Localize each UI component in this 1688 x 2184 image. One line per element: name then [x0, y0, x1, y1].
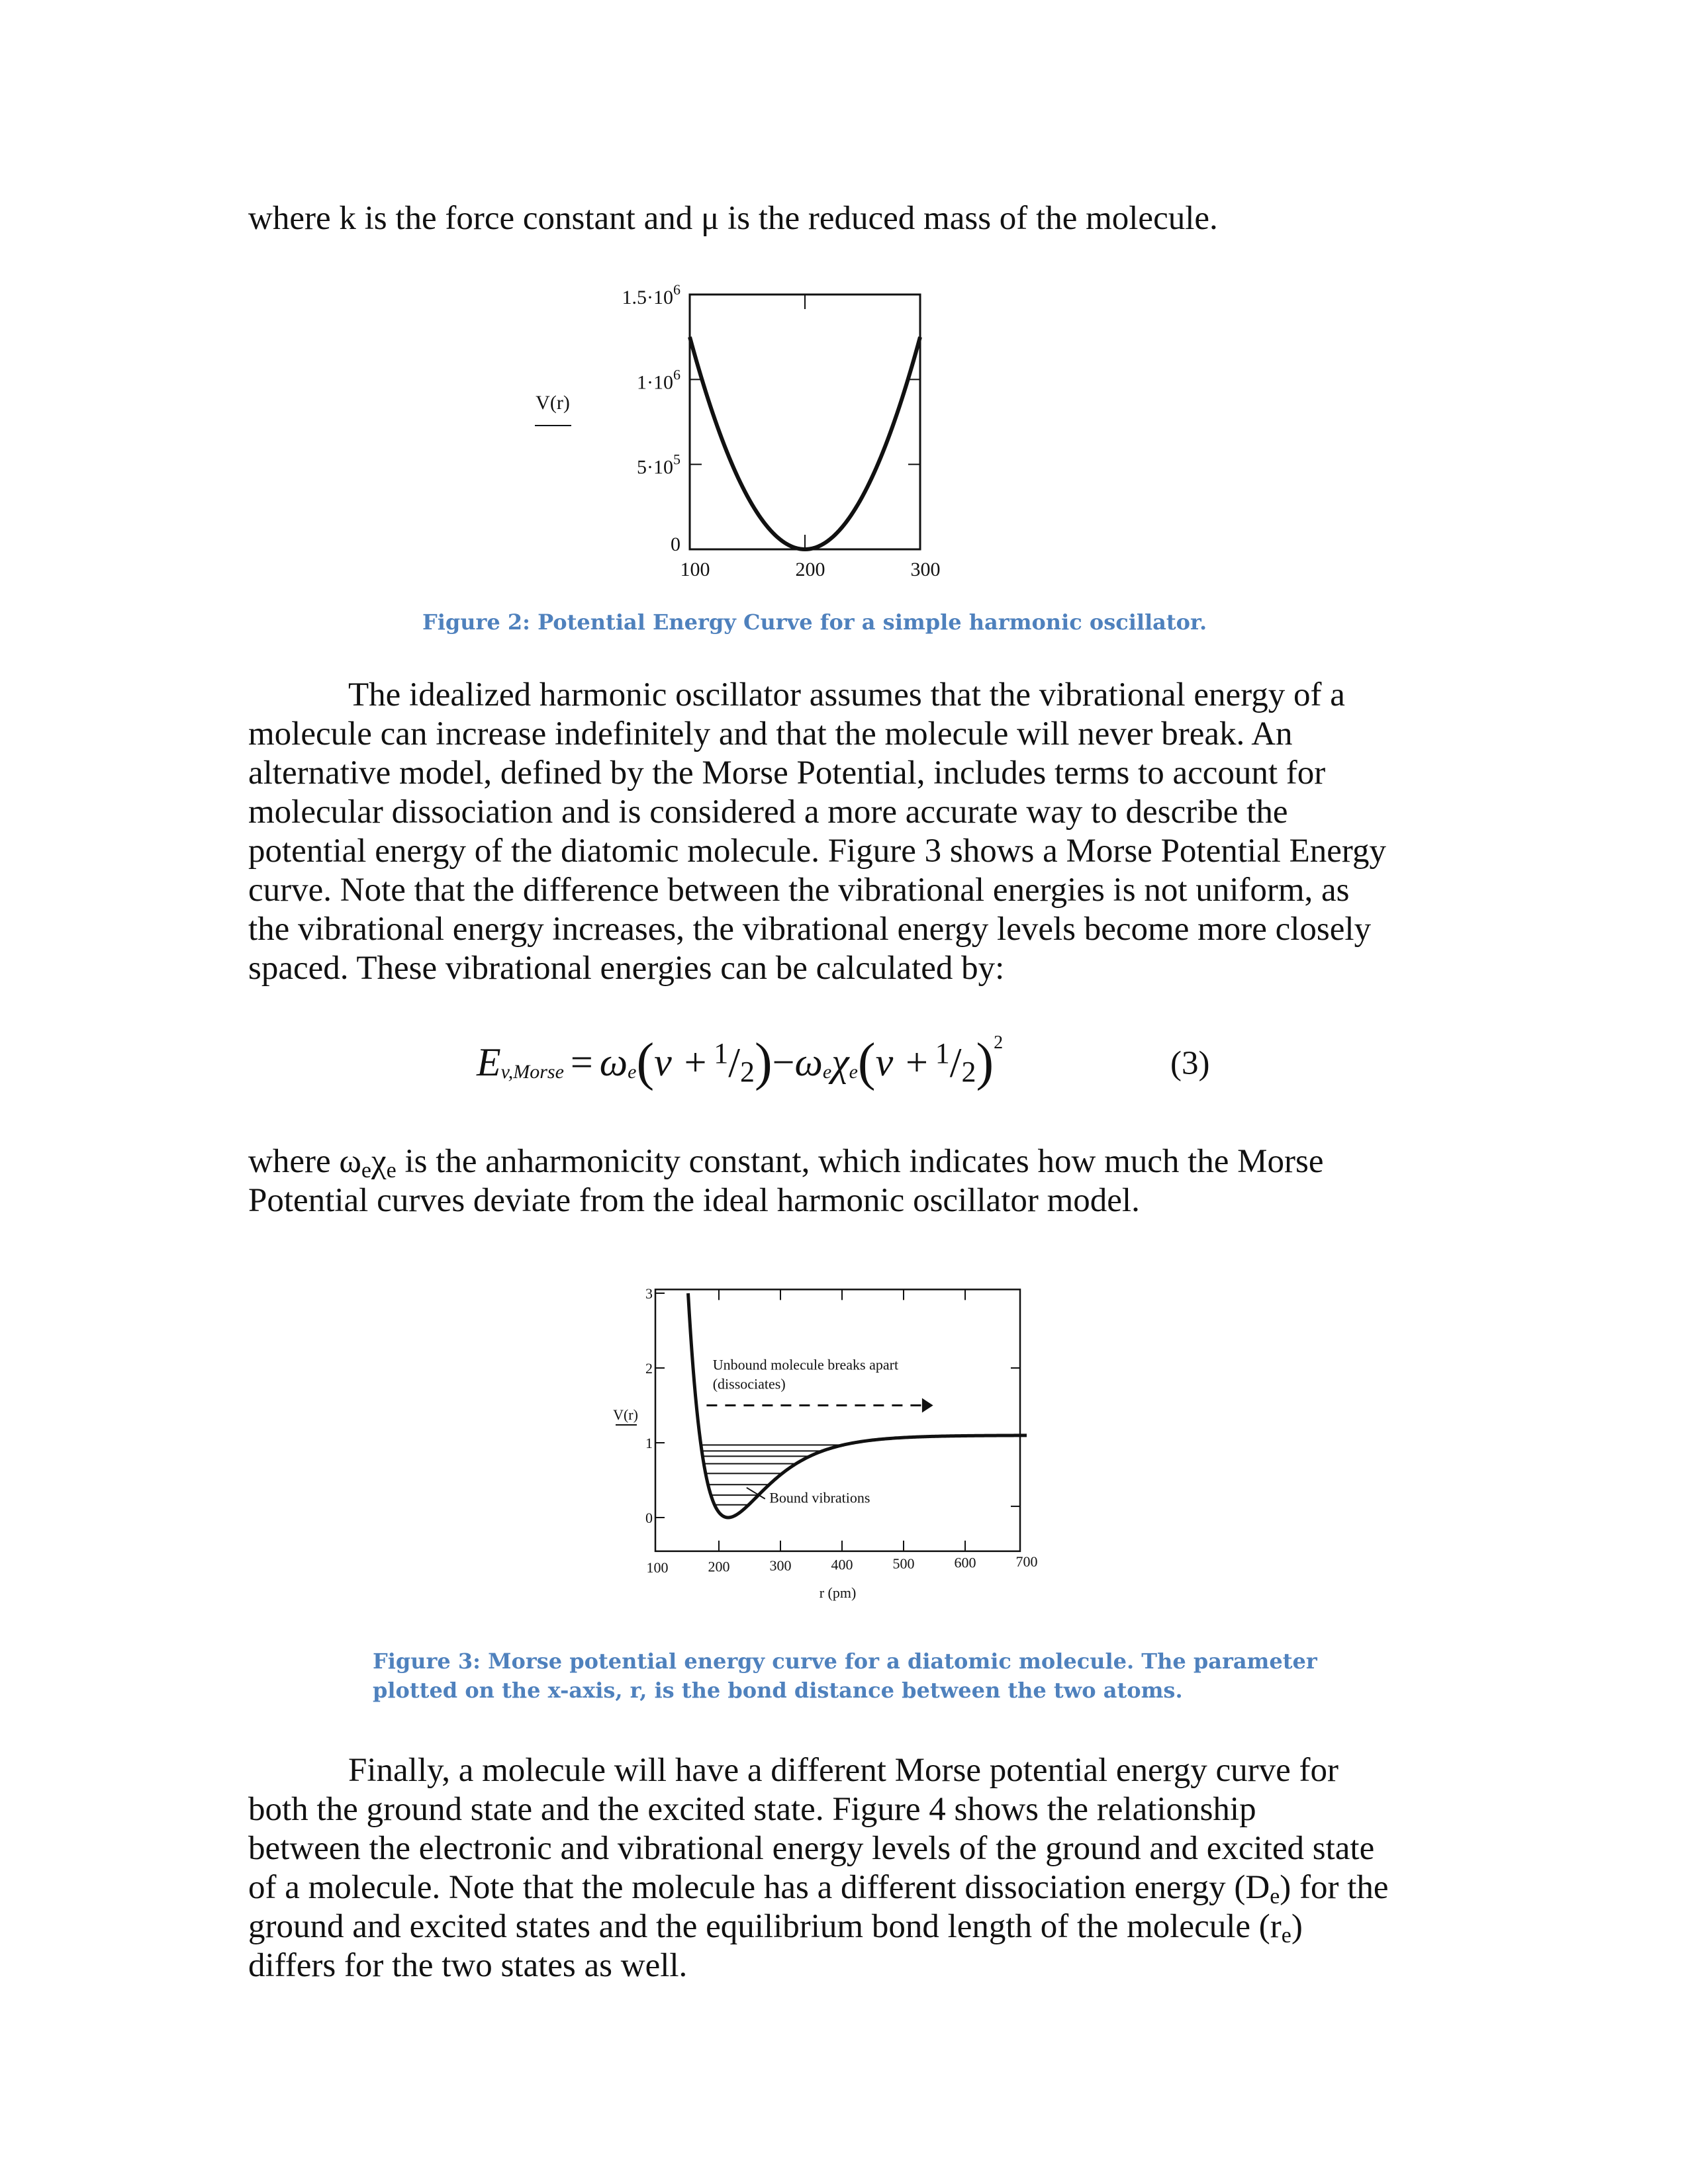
- text: χ: [371, 1143, 387, 1180]
- paragraph-line: alternative model, defined by the Morse Potential, includes terms to account for: [248, 754, 1326, 792]
- y-tick-label: 0: [671, 533, 680, 555]
- y-tick-label: 1: [645, 1435, 653, 1451]
- eq-power: 2: [994, 1032, 1004, 1053]
- arrowhead-icon: [922, 1398, 933, 1413]
- subscript: e: [386, 1158, 397, 1183]
- text: of a molecule. Note that the molecule has a different dissociation energy (D: [248, 1869, 1270, 1906]
- eq-minus: −: [772, 1040, 795, 1084]
- y-tick-label: $5\cdot 10^5$: [637, 451, 680, 478]
- figure-2-harmonic-chart: [516, 265, 980, 582]
- x-tick-label: 200: [795, 559, 825, 580]
- eq-paren: (: [636, 1033, 655, 1091]
- annotation-dissociates: (dissociates): [712, 1375, 786, 1392]
- paragraph-line: molecule can increase indefinitely and that the molecule will never break. An: [248, 715, 1293, 752]
- subscript: e: [1270, 1884, 1280, 1909]
- morse-equation: [477, 1032, 1003, 1093]
- y-tick-label: $1.5\cdot 10^6$: [622, 281, 680, 308]
- y-tick-label: $1\cdot 10^6$: [637, 366, 680, 394]
- annotation-bound-vibrations: Bound vibrations: [769, 1489, 870, 1506]
- eq-subscript: v,Morse: [500, 1060, 564, 1083]
- y-axis-label: V(r): [536, 392, 570, 414]
- figure-3-caption-line: Figure 3: Morse potential energy curve for a diatomic molecule. The parameter: [373, 1649, 1317, 1674]
- paragraph-line: Finally, a molecule will have a different Morse potential energy curve for: [348, 1752, 1338, 1789]
- text: ): [1291, 1908, 1303, 1945]
- subscript: e: [361, 1158, 371, 1183]
- plot-frame: [690, 295, 920, 549]
- paragraph-line: differs for the two states as well.: [248, 1947, 688, 1984]
- eq-paren: ): [755, 1033, 773, 1091]
- paragraph-line: molecular dissociation and is considered a more accurate way to describe the: [248, 794, 1288, 831]
- eq-paren: (: [857, 1033, 876, 1091]
- paragraph-line: [248, 1142, 1324, 1181]
- paragraph-line: spaced. These vibrational energies can be calculated by:: [248, 950, 1005, 987]
- eq-v-plus: v +: [654, 1040, 709, 1084]
- figure-3-morse-chart: [583, 1251, 1059, 1608]
- eq-one: 1: [714, 1037, 729, 1069]
- x-tick-label: 200: [708, 1558, 730, 1575]
- paragraph-line: curve. Note that the difference between the vibrational energies is not uniform, as: [248, 872, 1350, 909]
- equation-number: (3): [1170, 1045, 1210, 1082]
- eq-two: 2: [740, 1056, 755, 1088]
- x-tick-label: 100: [680, 559, 710, 580]
- annotation-unbound: Unbound molecule breaks apart: [712, 1356, 899, 1373]
- eq-equals: =: [570, 1040, 593, 1084]
- eq-v-plus: v +: [875, 1040, 930, 1084]
- figure-2-caption: Figure 2: Potential Energy Curve for a simple harmonic oscillator.: [422, 610, 1207, 635]
- eq-paren: ): [976, 1033, 994, 1091]
- eq-fraction-slash: /: [728, 1038, 740, 1086]
- eq-fraction-slash: /: [949, 1038, 962, 1086]
- x-tick-label: 400: [831, 1556, 853, 1573]
- x-tick-label: 100: [646, 1559, 669, 1576]
- eq-energy-symbol: E: [477, 1040, 501, 1084]
- eq-omega: ω: [599, 1040, 628, 1084]
- paragraph-line: potential energy of the diatomic molecule. Figure 3 shows a Morse Potential Energy: [248, 833, 1386, 870]
- eq-omega: ω: [794, 1040, 823, 1084]
- paragraph-line: The idealized harmonic oscillator assumes that the vibrational energy of a: [348, 676, 1345, 713]
- x-tick-label: 500: [892, 1555, 915, 1572]
- eq-chi: χ: [831, 1040, 849, 1084]
- text: where ω: [248, 1143, 361, 1180]
- paragraph-line: the vibrational energy increases, the vibrational energy levels become more closely: [248, 911, 1372, 948]
- eq-two: 2: [961, 1056, 976, 1088]
- y-tick-label: 3: [645, 1285, 653, 1302]
- y-tick-label: 2: [645, 1360, 653, 1377]
- subscript: e: [1281, 1923, 1291, 1948]
- eq-one: 1: [935, 1037, 950, 1069]
- x-tick-label: 300: [769, 1557, 792, 1574]
- intro-line: where k is the force constant and μ is the reduced mass of the molecule.: [248, 200, 1218, 237]
- x-tick-label: 300: [910, 559, 941, 580]
- plot-frame: [655, 1289, 1020, 1551]
- paragraph-line: [248, 1868, 1389, 1907]
- paragraph-line: between the electronic and vibrational energy levels of the ground and excited state: [248, 1830, 1375, 1867]
- y-tick-label: 0: [645, 1510, 653, 1526]
- paragraph-line: both the ground state and the excited state. Figure 4 shows the relationship: [248, 1791, 1256, 1828]
- eq-subscript: e: [849, 1060, 858, 1083]
- x-tick-label: 700: [1015, 1553, 1038, 1570]
- eq-subscript: e: [822, 1060, 832, 1083]
- x-tick-label: 600: [954, 1554, 976, 1571]
- paragraph-line: [248, 1907, 1303, 1946]
- text: ground and excited states and the equilibrium bond length of the molecule (r: [248, 1908, 1282, 1945]
- figure-3-caption-line: plotted on the x-axis, r, is the bond distance between the two atoms.: [373, 1678, 1183, 1703]
- eq-subscript: e: [628, 1060, 637, 1083]
- y-axis-label: V(r): [613, 1406, 638, 1423]
- series-line-v-r: [690, 337, 920, 549]
- paragraph-line: Potential curves deviate from the ideal harmonic oscillator model.: [248, 1182, 1140, 1219]
- text: is the anharmonicity constant, which indicates how much the Morse: [396, 1143, 1324, 1180]
- x-axis-label: r (pm): [819, 1584, 857, 1601]
- text: ) for the: [1280, 1869, 1389, 1906]
